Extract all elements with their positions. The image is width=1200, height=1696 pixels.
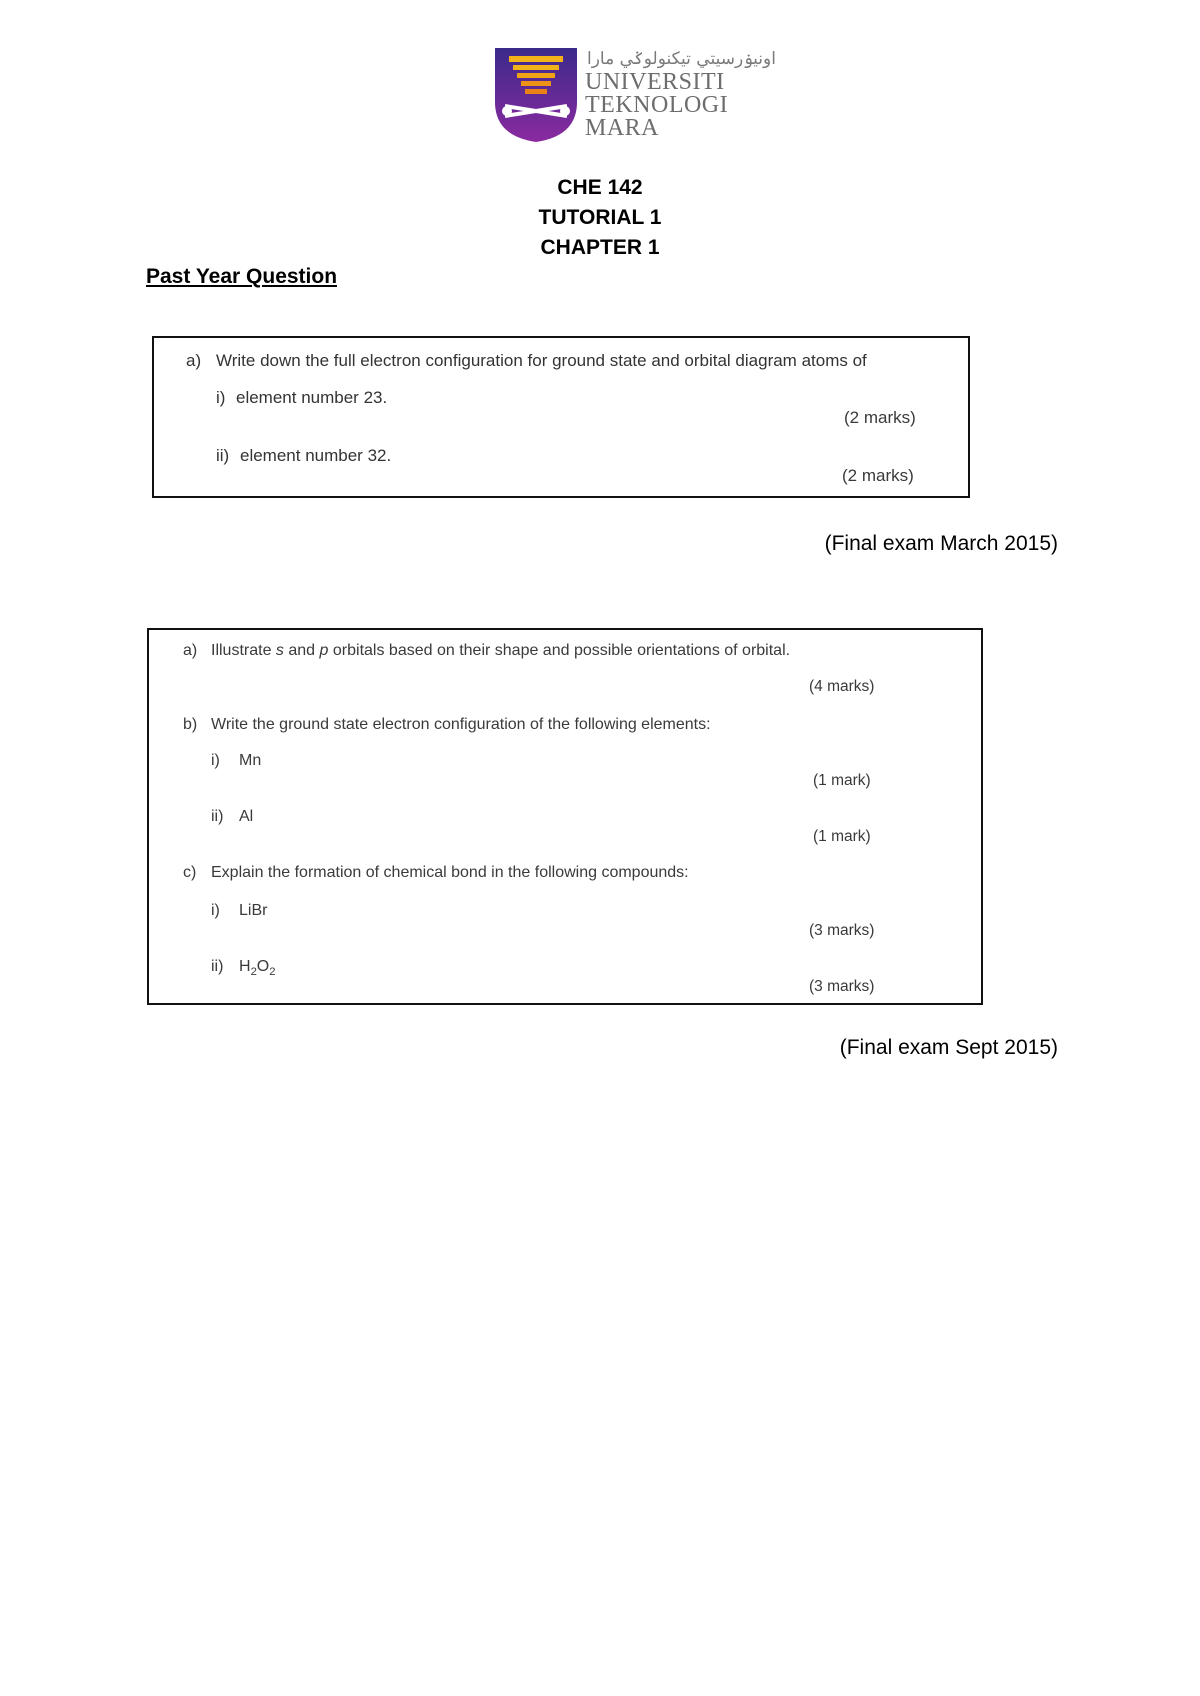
formula-element: H (239, 958, 251, 975)
question-text: Write the ground state electron configuration of the following elements: (211, 716, 711, 733)
subquestion-text: LiBr (239, 902, 268, 919)
formula-element: O (256, 958, 270, 975)
subquestion-label: ii) (216, 446, 230, 465)
question-text: Explain the formation of chemical bond in the following compounds: (211, 864, 689, 881)
logo-line-universiti: UNIVERSITI (585, 69, 725, 95)
question-box-1 (152, 336, 970, 498)
subquestion-text: element number 23. (236, 388, 388, 407)
orbital-p: p (319, 642, 329, 659)
section-heading: Past Year Question (146, 265, 338, 288)
question-text-part: and (288, 642, 316, 659)
subquestion-text: Al (239, 808, 254, 825)
question-label: c) (183, 864, 197, 881)
logo-arabic-text: اونيۏرسيتي تيكنولوݢي مارا (587, 49, 776, 69)
formula-subscript: 2 (250, 966, 257, 979)
formula-h2o2 (239, 958, 275, 978)
question-box-2 (147, 628, 983, 1005)
subquestion-label: i) (211, 902, 220, 919)
formula-subscript: 2 (269, 966, 276, 979)
marks-label: (2 marks) (842, 466, 914, 485)
marks-label: (4 marks) (809, 678, 875, 695)
marks-label: (3 marks) (809, 922, 875, 939)
university-logo (493, 46, 776, 146)
course-code: CHE 142 (557, 176, 643, 199)
question-label: a) (183, 642, 198, 659)
logo-line-mara: MARA (585, 115, 660, 141)
subquestion-label: ii) (211, 958, 224, 975)
question-label: a) (186, 351, 202, 370)
subquestion-text: Mn (239, 752, 262, 769)
question-text (211, 642, 790, 660)
question-label: b) (183, 716, 198, 733)
question-text-part: Illustrate (211, 642, 272, 659)
subquestion-text: element number 32. (240, 446, 392, 465)
marks-label: (2 marks) (844, 408, 916, 427)
exam-source: (Final exam Sept 2015) (839, 1036, 1058, 1059)
chapter-title: CHAPTER 1 (540, 236, 660, 259)
exam-source: (Final exam March 2015) (824, 532, 1058, 555)
marks-label: (3 marks) (809, 978, 875, 995)
logo-line-teknologi: TEKNOLOGI (585, 92, 729, 118)
subquestion-label: i) (211, 752, 220, 769)
tutorial-title: TUTORIAL 1 (538, 206, 662, 229)
question-text-part: orbitals based on their shape and possible orientations of orbital. (332, 642, 791, 659)
marks-label: (1 mark) (813, 772, 871, 789)
marks-label: (1 mark) (813, 828, 871, 845)
orbital-s: s (275, 642, 284, 659)
uitm-crest-icon (493, 46, 579, 144)
subquestion-label: ii) (211, 808, 224, 825)
question-text: Write down the full electron configuration for ground state and orbital diagram atoms of (216, 351, 867, 370)
subquestion-label: i) (216, 388, 226, 407)
